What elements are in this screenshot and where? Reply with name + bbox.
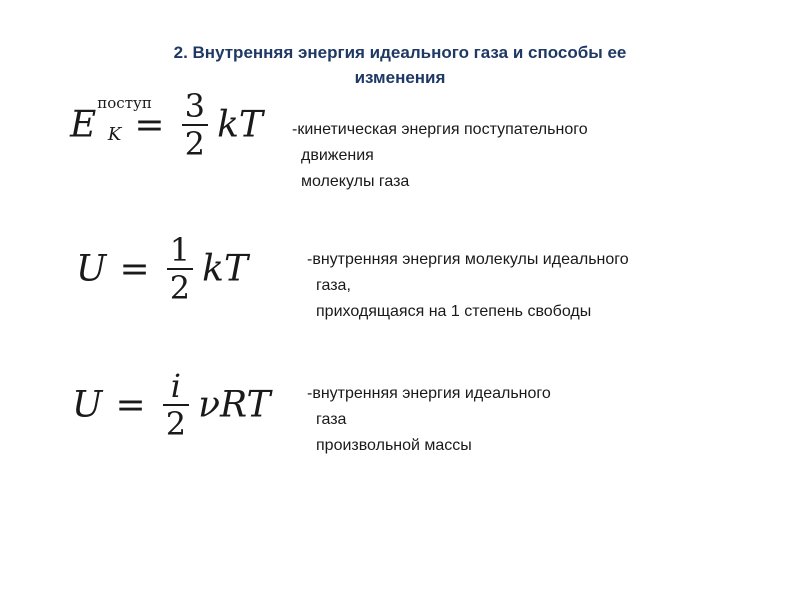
formula-1-superscript: поступ bbox=[97, 93, 152, 112]
formula-3-description bbox=[307, 381, 551, 459]
formula-2-fraction bbox=[167, 232, 193, 306]
formula-internal-energy-mass bbox=[72, 368, 271, 442]
formula-1-numerator: 3 bbox=[182, 88, 208, 126]
formula-2-lhs: U bbox=[76, 248, 107, 290]
formula-2-description bbox=[307, 247, 629, 325]
formula-1-fraction bbox=[182, 88, 208, 162]
formula-1-subscript: K bbox=[107, 123, 122, 145]
formula-3-description-line3: произвольной массы bbox=[316, 437, 472, 454]
formula-3-description-line2: газа bbox=[316, 411, 347, 428]
formula-2-denominator: 2 bbox=[169, 269, 191, 307]
slide-title-line2: изменения bbox=[354, 68, 446, 87]
formula-3-lhs: U bbox=[72, 384, 103, 426]
formula-2-description-line2: газа, bbox=[316, 277, 351, 294]
formula-kinetic-energy bbox=[70, 88, 263, 162]
formula-1-equals: = bbox=[134, 104, 165, 146]
formula-1-description-line2: движения bbox=[301, 147, 374, 164]
formula-2-description-line3: приходящаяся на 1 степень свободы bbox=[316, 303, 592, 320]
slide-title-line1: 2. Внутренняя энергия идеального газа и способы ее bbox=[173, 43, 627, 62]
formula-3-equals: = bbox=[115, 384, 146, 426]
formula-2-equals: = bbox=[119, 248, 150, 290]
formula-2-description-line1: -внутренняя энергия молекулы идеального bbox=[307, 251, 629, 268]
formula-1-rhs: kT bbox=[217, 104, 263, 146]
formula-energy-per-degree bbox=[76, 232, 248, 306]
slide-title bbox=[100, 40, 700, 90]
formula-3-rhs: νRT bbox=[198, 384, 271, 426]
formula-3-numerator: i bbox=[163, 368, 189, 406]
formula-1-lhs: E bbox=[70, 104, 97, 146]
formula-3-denominator: 2 bbox=[165, 405, 187, 443]
formula-3-fraction bbox=[163, 368, 189, 442]
formula-1-denominator: 2 bbox=[184, 125, 206, 163]
formula-2-rhs: kT bbox=[202, 248, 248, 290]
formula-2-numerator: 1 bbox=[167, 232, 193, 270]
formula-1-description-line1: -кинетическая энергия поступательного bbox=[292, 121, 588, 138]
formula-1-description bbox=[292, 117, 588, 195]
formula-3-description-line1: -внутренняя энергия идеального bbox=[307, 385, 551, 402]
formula-1-description-line3: молекулы газа bbox=[301, 173, 410, 190]
